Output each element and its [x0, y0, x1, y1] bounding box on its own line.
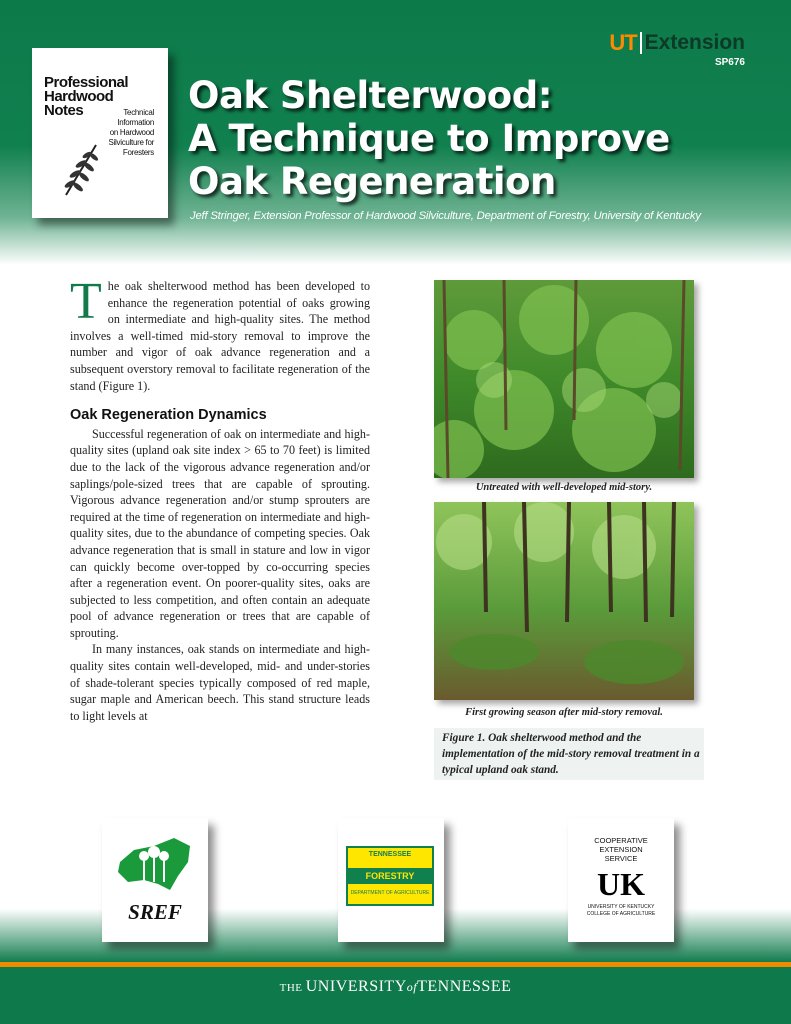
section-heading: Oak Regeneration Dynamics — [70, 407, 267, 424]
ut-mark: UT — [609, 30, 637, 55]
title-line: Oak Regeneration — [188, 160, 556, 203]
figure-caption: Figure 1. Oak shelterwood method and the implementation of the mid-story removal treatment in a typical upland oak stand. — [442, 732, 700, 776]
university-of-tennessee-wordmark: THE UNIVERSITYofTENNESSEE — [279, 978, 512, 995]
drop-cap: T — [70, 273, 102, 330]
southeast-map-icon — [114, 832, 196, 898]
uk-college-text: UNIVERSITY OF KENTUCKY COLLEGE OF AGRICULTURE — [586, 904, 656, 917]
sref-wordmark: SREF — [128, 900, 182, 924]
ut-extension-logo — [609, 30, 745, 56]
uk-extension-logo — [568, 818, 674, 942]
author-byline: Jeff Stringer, Extension Professor of Hardwood Silviculture, Department of Forestry, University of Kentucky — [190, 210, 701, 222]
series-subtitle: Technical Information on Hardwood Silviculture for Foresters — [108, 108, 154, 157]
header-banner — [0, 0, 791, 265]
body-paragraph: Successful regeneration of oak on intermediate and high-quality sites (upland oak site index > 65 to 70 feet) is limited due to the lack of the vigorous advance regeneration and/or saplings/pole-sized trees that are capable of sprouting. Vigorous advance regeneration and/or stump sprouters are required at the time of regeneration on intermediate and high-quality sites, due to the abundance of competing species. Oak advance regeneration that is small in stature and low in vigor can quickly become over-topped by co-occurring species after a regeneration event. On poorer-quality sites, oaks are subjected to less competition, and often contain an adequate pool of advance regeneration or trees that are capable of sprouting. — [70, 426, 370, 640]
professional-hardwood-notes-logo — [32, 48, 168, 218]
uk-coop-text: COOPERATIVE EXTENSION SERVICE — [594, 836, 648, 863]
publication-code: SP676 — [714, 57, 745, 68]
photo-caption: Untreated with well-developed mid-story. — [475, 482, 653, 493]
uk-wordmark: UK — [597, 866, 645, 902]
body-column — [70, 273, 370, 724]
tn-forestry-badge: TENNESSEE FORESTRY DEPARTMENT OF AGRICULTURE — [346, 846, 434, 906]
page-title — [188, 74, 670, 203]
title-line: Oak Shelterwood: — [188, 74, 553, 117]
photo-midstory-removed — [434, 502, 694, 700]
series-title: Professional Hardwood Notes — [44, 74, 129, 119]
photo-untreated-forest — [434, 280, 694, 478]
photo-caption: First growing season after mid-story removal. — [465, 707, 663, 718]
hemlock-branch-icon — [56, 140, 106, 200]
intro-paragraph: The oak shelterwood method has been developed to enhance the regeneration potential of oaks growing on intermediate and high-quality sites. The method involves a well-timed mid-story removal to improve the number and vigor of oak advance regeneration and a subsequent overstory removal to facilitate regeneration of the stand (Figure 1). — [70, 273, 370, 393]
extension-wordmark: Extension — [644, 31, 745, 54]
sref-logo — [102, 818, 208, 942]
body-paragraph: In many instances, oak stands on intermediate and high-quality sites contain well-developed, mid- and under-stories of shade-tolerant species typically composed of red maple, sugar maple and American beech. This stand structure leads to light levels at — [70, 642, 370, 723]
title-line: A Technique to Improve — [188, 117, 670, 160]
logo-divider — [640, 32, 642, 54]
tennessee-forestry-logo — [338, 818, 444, 942]
